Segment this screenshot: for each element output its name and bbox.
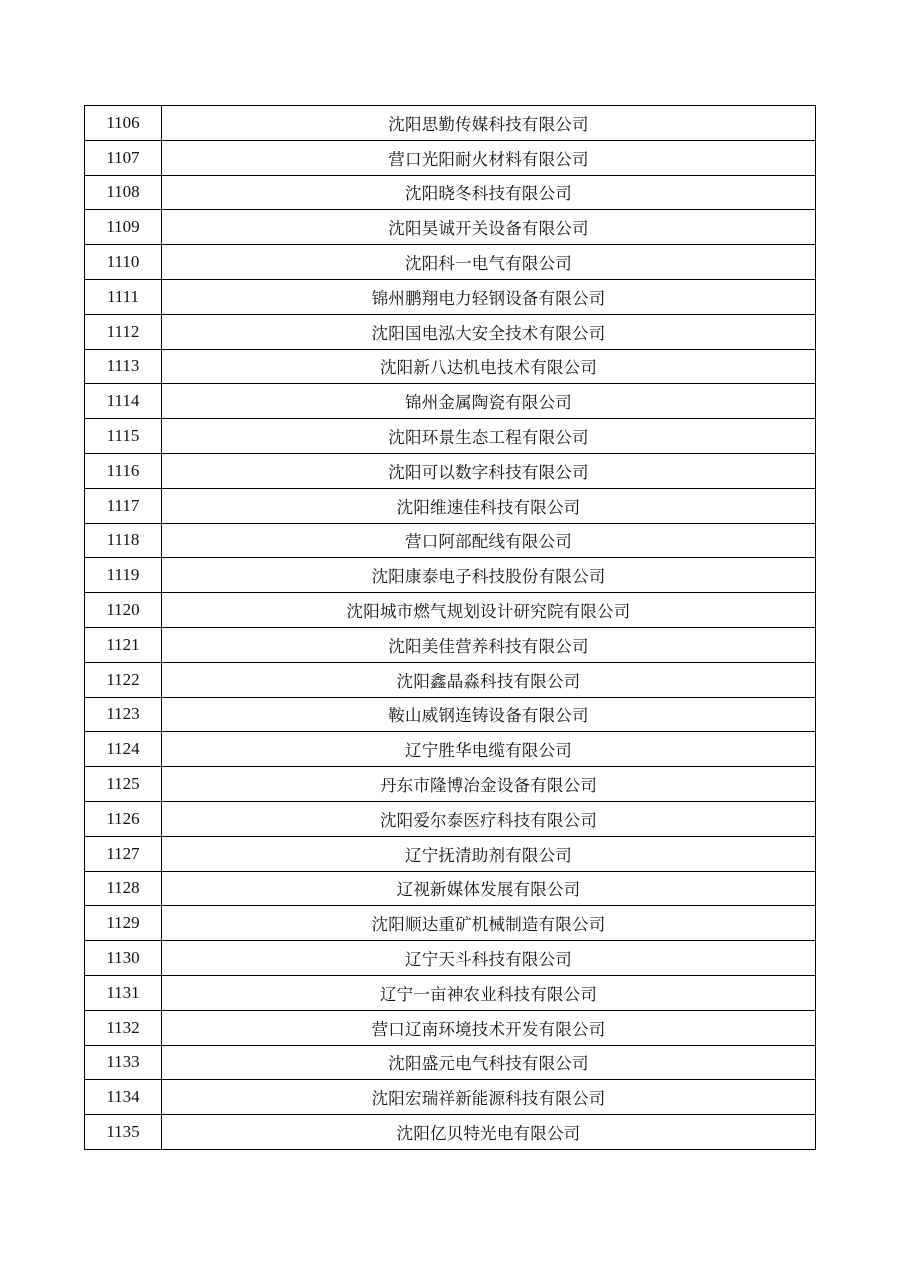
company-name: 辽宁胜华电缆有限公司 bbox=[162, 732, 816, 767]
company-name: 辽宁一亩神农业科技有限公司 bbox=[162, 975, 816, 1010]
table-row bbox=[85, 1010, 816, 1045]
table-row bbox=[85, 106, 816, 141]
table-row bbox=[85, 210, 816, 245]
row-number: 1114 bbox=[85, 384, 162, 419]
row-number: 1116 bbox=[85, 453, 162, 488]
row-number: 1111 bbox=[85, 279, 162, 314]
company-name: 沈阳国电泓大安全技术有限公司 bbox=[162, 314, 816, 349]
row-number: 1121 bbox=[85, 627, 162, 662]
table-row bbox=[85, 627, 816, 662]
table-row bbox=[85, 1045, 816, 1080]
table-row bbox=[85, 871, 816, 906]
company-name: 沈阳新八达机电技术有限公司 bbox=[162, 349, 816, 384]
company-name: 沈阳昊诚开关设备有限公司 bbox=[162, 210, 816, 245]
table-row bbox=[85, 732, 816, 767]
row-number: 1106 bbox=[85, 106, 162, 141]
company-name: 辽视新媒体发展有限公司 bbox=[162, 871, 816, 906]
row-number: 1128 bbox=[85, 871, 162, 906]
company-name: 沈阳科一电气有限公司 bbox=[162, 245, 816, 280]
table-row bbox=[85, 523, 816, 558]
table-body bbox=[85, 106, 816, 1150]
row-number: 1119 bbox=[85, 558, 162, 593]
row-number: 1129 bbox=[85, 906, 162, 941]
table-row bbox=[85, 453, 816, 488]
company-name: 沈阳维速佳科技有限公司 bbox=[162, 488, 816, 523]
company-name: 鞍山威钢连铸设备有限公司 bbox=[162, 697, 816, 732]
company-name: 辽宁天斗科技有限公司 bbox=[162, 941, 816, 976]
table-row bbox=[85, 1115, 816, 1150]
company-name: 沈阳顺达重矿机械制造有限公司 bbox=[162, 906, 816, 941]
row-number: 1117 bbox=[85, 488, 162, 523]
row-number: 1130 bbox=[85, 941, 162, 976]
company-name: 营口光阳耐火材料有限公司 bbox=[162, 140, 816, 175]
table-row bbox=[85, 488, 816, 523]
company-name: 沈阳美佳营养科技有限公司 bbox=[162, 627, 816, 662]
row-number: 1113 bbox=[85, 349, 162, 384]
row-number: 1131 bbox=[85, 975, 162, 1010]
row-number: 1122 bbox=[85, 662, 162, 697]
row-number: 1132 bbox=[85, 1010, 162, 1045]
row-number: 1110 bbox=[85, 245, 162, 280]
company-name: 锦州金属陶瓷有限公司 bbox=[162, 384, 816, 419]
row-number: 1133 bbox=[85, 1045, 162, 1080]
table-row bbox=[85, 801, 816, 836]
company-name: 沈阳鑫晶淼科技有限公司 bbox=[162, 662, 816, 697]
table-row bbox=[85, 697, 816, 732]
table-row bbox=[85, 349, 816, 384]
company-name: 沈阳爱尔泰医疗科技有限公司 bbox=[162, 801, 816, 836]
row-number: 1124 bbox=[85, 732, 162, 767]
company-table bbox=[84, 105, 816, 1150]
row-number: 1123 bbox=[85, 697, 162, 732]
row-number: 1107 bbox=[85, 140, 162, 175]
table-row bbox=[85, 279, 816, 314]
company-name: 沈阳盛元电气科技有限公司 bbox=[162, 1045, 816, 1080]
row-number: 1112 bbox=[85, 314, 162, 349]
table-row bbox=[85, 906, 816, 941]
table-row bbox=[85, 836, 816, 871]
table-row bbox=[85, 245, 816, 280]
row-number: 1135 bbox=[85, 1115, 162, 1150]
row-number: 1125 bbox=[85, 767, 162, 802]
table-row bbox=[85, 175, 816, 210]
company-name: 沈阳亿贝特光电有限公司 bbox=[162, 1115, 816, 1150]
company-name: 沈阳晓冬科技有限公司 bbox=[162, 175, 816, 210]
table-row bbox=[85, 419, 816, 454]
table-row bbox=[85, 662, 816, 697]
row-number: 1134 bbox=[85, 1080, 162, 1115]
company-name: 营口阿部配线有限公司 bbox=[162, 523, 816, 558]
company-name: 锦州鹏翔电力轻钢设备有限公司 bbox=[162, 279, 816, 314]
table-row bbox=[85, 1080, 816, 1115]
table-row bbox=[85, 941, 816, 976]
company-name: 丹东市隆博冶金设备有限公司 bbox=[162, 767, 816, 802]
company-name: 沈阳环景生态工程有限公司 bbox=[162, 419, 816, 454]
table-row bbox=[85, 767, 816, 802]
row-number: 1127 bbox=[85, 836, 162, 871]
company-name: 沈阳宏瑞祥新能源科技有限公司 bbox=[162, 1080, 816, 1115]
table-row bbox=[85, 314, 816, 349]
row-number: 1108 bbox=[85, 175, 162, 210]
row-number: 1109 bbox=[85, 210, 162, 245]
row-number: 1126 bbox=[85, 801, 162, 836]
table-row bbox=[85, 975, 816, 1010]
table-row bbox=[85, 558, 816, 593]
company-name: 沈阳康泰电子科技股份有限公司 bbox=[162, 558, 816, 593]
company-name: 沈阳可以数字科技有限公司 bbox=[162, 453, 816, 488]
company-name: 辽宁抚清助剂有限公司 bbox=[162, 836, 816, 871]
table-row bbox=[85, 384, 816, 419]
company-name: 沈阳城市燃气规划设计研究院有限公司 bbox=[162, 593, 816, 628]
row-number: 1118 bbox=[85, 523, 162, 558]
table-row bbox=[85, 593, 816, 628]
row-number: 1115 bbox=[85, 419, 162, 454]
company-name: 营口辽南环境技术开发有限公司 bbox=[162, 1010, 816, 1045]
table-row bbox=[85, 140, 816, 175]
row-number: 1120 bbox=[85, 593, 162, 628]
company-name: 沈阳思勤传媒科技有限公司 bbox=[162, 106, 816, 141]
